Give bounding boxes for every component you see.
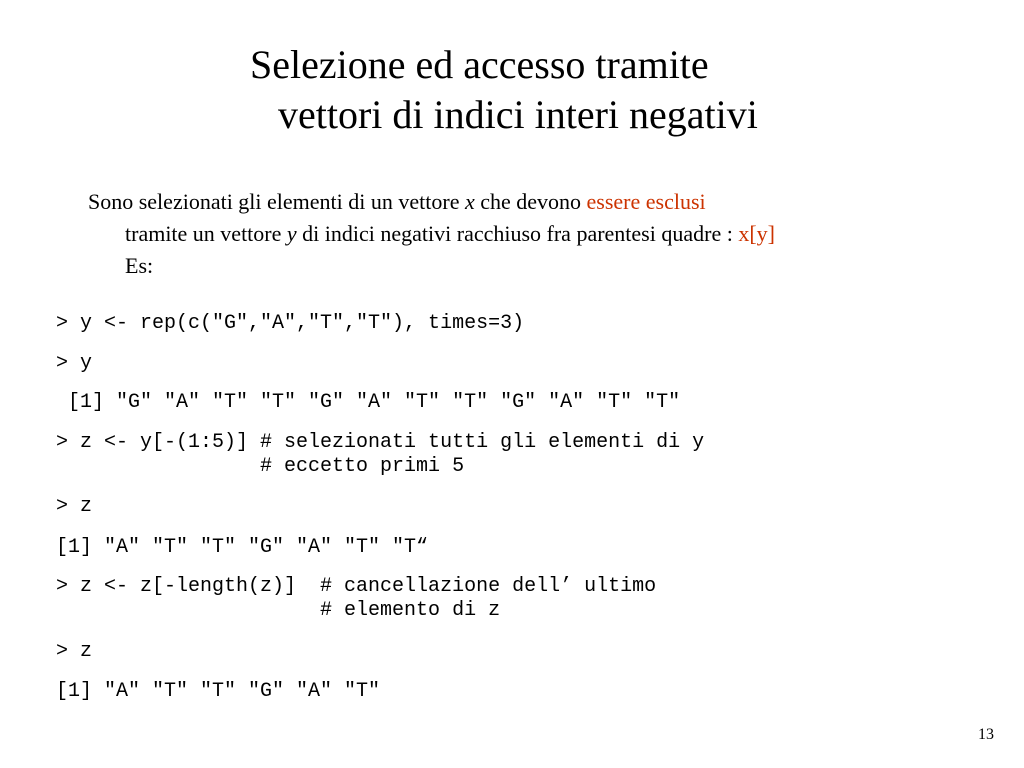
code-line-9: # elemento di z (56, 599, 501, 622)
intro-text-3: tramite un vettore (125, 221, 287, 246)
page-number: 13 (978, 726, 994, 743)
intro-continuation (88, 218, 1008, 250)
title-line-1: Selezione ed accesso tramite (250, 42, 709, 87)
intro-text-1: Sono selezionati gli elementi di un vettore (88, 189, 465, 214)
intro-text-2: che devono (474, 189, 587, 214)
code-line-10: > z (56, 640, 93, 663)
code-line-5: # eccetto primi 5 (56, 455, 465, 478)
intro-paragraph (88, 186, 1008, 282)
code-line-2: > y (56, 352, 93, 375)
intro-highlight-syntax: x[y] (738, 221, 775, 246)
example-label: Es: (125, 253, 154, 278)
code-line-4: > z <- y[-(1:5)] # selezionati tutti gli elementi di y (56, 431, 705, 454)
title-line-2: vettori di indici interi negativi (278, 92, 758, 137)
intro-highlight-excluded: essere esclusi (586, 189, 706, 214)
intro-var-x: x (464, 189, 475, 214)
code-line-8: > z <- z[-length(z)] # cancellazione dell’ ultimo (56, 575, 657, 598)
code-line-11: [1] "A" "T" "T" "G" "A" "T" (56, 680, 381, 703)
slide-title (250, 40, 950, 140)
code-line-6: > z (56, 495, 93, 518)
code-line-1: > y <- rep(c("G","A","T","T"), times=3) (56, 312, 525, 335)
intro-var-y: y (286, 221, 297, 246)
code-line-7: [1] "A" "T" "T" "G" "A" "T" "T“ (56, 536, 429, 559)
intro-text-4: di indici negativi racchiuso fra parentesi quadre : (296, 221, 739, 246)
code-line-3: [1] "G" "A" "T" "T" "G" "A" "T" "T" "G" "A" "T" "T" (56, 391, 681, 414)
